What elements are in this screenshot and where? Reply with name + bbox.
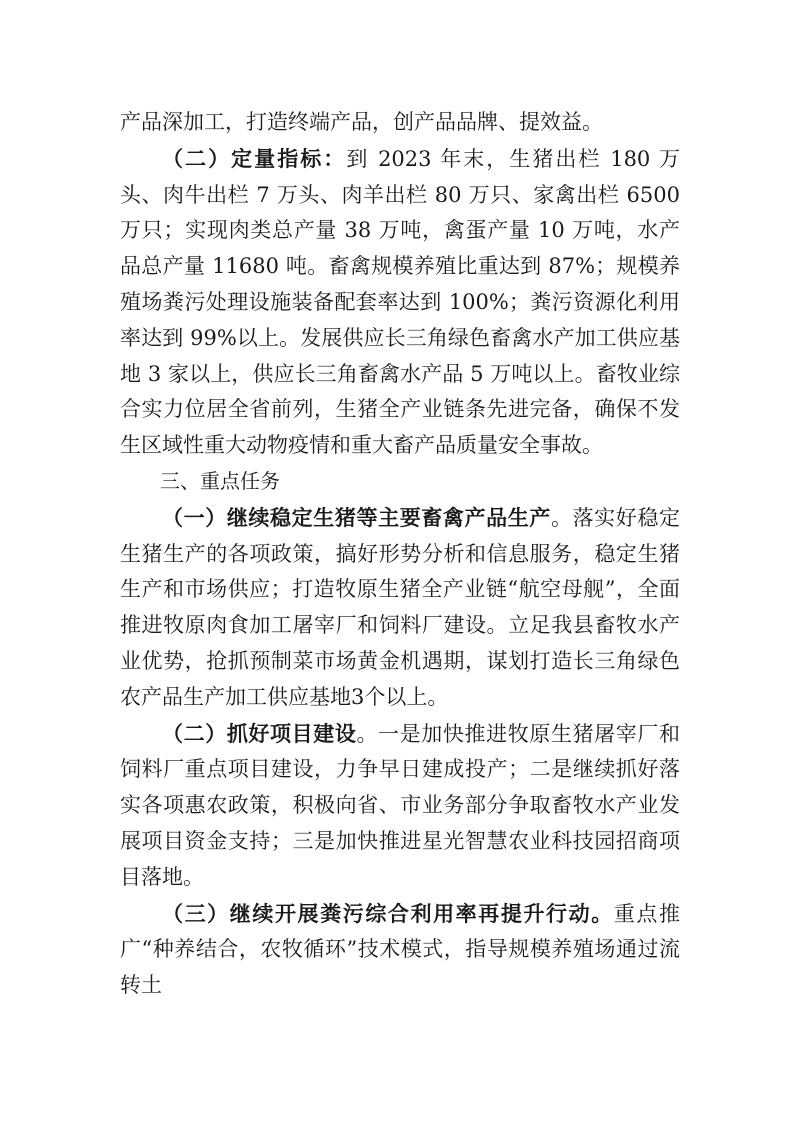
section-heading-text: 三、重点任务 [160,468,280,493]
document-body [120,105,680,1004]
paragraph-text: 产品深加工，打造终端产品，创产品品牌、提效益。 [120,110,603,134]
paragraph-task-3 [120,896,680,1004]
paragraph-lead: （二）抓好项目建设 [162,720,357,746]
paragraph-text: 。落实好稳定生猪生产的各项政策，搞好形势分析和信息服务，稳定生猪生产和市场供应；打造牧原生猪全产业链“航空母舰”，全面推进牧原肉食加工屠宰厂和饲料厂建设。立足我县畜牧水产业优势，抢抓预制菜市场黄金机遇期，谋划打造长三角绿色农产品生产加工供应基地3个以上。 [120,505,681,709]
paragraph-task-2 [120,716,680,896]
paragraph-quantitative-targets [120,141,680,464]
paragraph-text: 。一是加快推进牧原生猪屠宰厂和饲料厂重点项目建设，力争早日建成投产；二是继续抓好落实各项惠农政策，积极向省、市业务部分争取畜牧水产业发展项目资金支持；三是加快推进星光智慧农业科技园招商项目落地。 [120,721,681,889]
paragraph-task-1 [120,500,680,716]
paragraph-continuation [120,105,680,141]
paragraph-text: 到 2023 年末，生猪出栏 180 万头、肉牛出栏 7 万头、肉羊出栏 80 万只、家禽出栏 6500 万只；实现肉类总产量 38 万吨，禽蛋产量 10 万吨，水产品总产量 11680 吨。畜禽规模养殖比重达到 87%；规模养殖场粪污处理设施装备配套率达到 100%；粪污资源化利用率达到 99%以上。发展供应长三角绿色畜禽水产加工供应基地 3 家以上，供应长三角畜禽水产品 5 万吨以上。畜牧业综合实力位居全省前列，生猪全产业链条先进完备，确保不发生区域性重大动物疫情和重大畜产品质量安全事故。 [120,146,680,458]
paragraph-lead: （二）定量指标： [162,145,347,171]
paragraph-lead: （三）继续开展粪污综合利用率再提升行动。 [162,900,614,926]
paragraph-lead: （一）继续稳定生猪等主要畜禽产品生产 [162,504,551,530]
paragraph-text: 重点推广“种养结合，农牧循环”技术模式，指导规模养殖场通过流转土 [120,901,681,998]
section-heading-key-tasks [120,464,680,500]
